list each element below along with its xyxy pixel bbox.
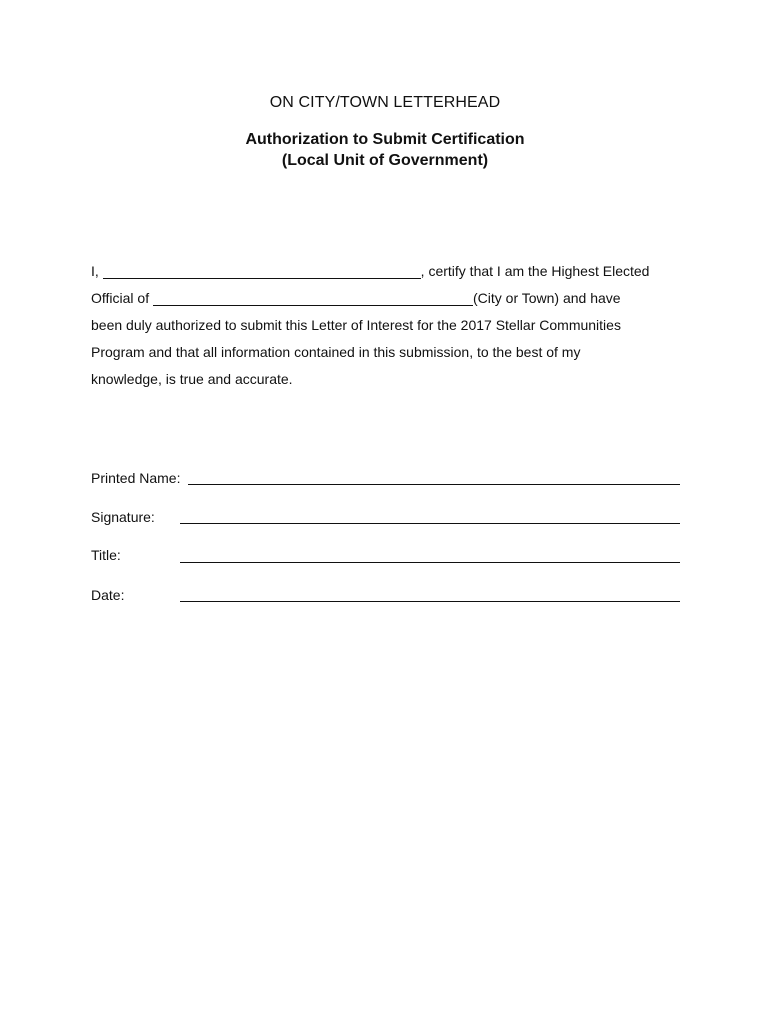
signature-line[interactable] <box>180 523 680 524</box>
certification-line-2 <box>91 290 621 306</box>
title-line[interactable] <box>180 562 680 563</box>
date-line[interactable] <box>180 601 680 602</box>
certification-line-4: Program and that all information contained in this submission, to the best of my <box>91 344 581 360</box>
city-or-town-blank[interactable] <box>153 293 473 306</box>
title-label: Title: <box>91 547 121 563</box>
certification-line-1 <box>91 263 649 279</box>
document-subtitle: (Local Unit of Government) <box>281 152 489 169</box>
certification-line-5: knowledge, is true and accurate. <box>91 371 293 387</box>
signature-label: Signature: <box>91 509 155 525</box>
letterhead-note: ON CITY/TOWN LETTERHEAD <box>269 94 501 111</box>
document-title: Authorization to Submit Certification <box>245 131 525 148</box>
date-label: Date: <box>91 587 125 603</box>
city-or-town-suffix: (City or Town) and have <box>473 290 621 306</box>
official-of-label: Official of <box>91 290 150 306</box>
certification-line-3: been duly authorized to submit this Letter of Interest for the 2017 Stellar Communities <box>91 317 621 333</box>
certification-prefix: I, <box>91 263 99 279</box>
certification-suffix: , certify that I am the Highest Elected <box>420 263 650 279</box>
printed-name-label: Printed Name: <box>91 470 181 486</box>
official-name-blank[interactable] <box>103 266 421 279</box>
printed-name-line[interactable] <box>188 484 680 485</box>
